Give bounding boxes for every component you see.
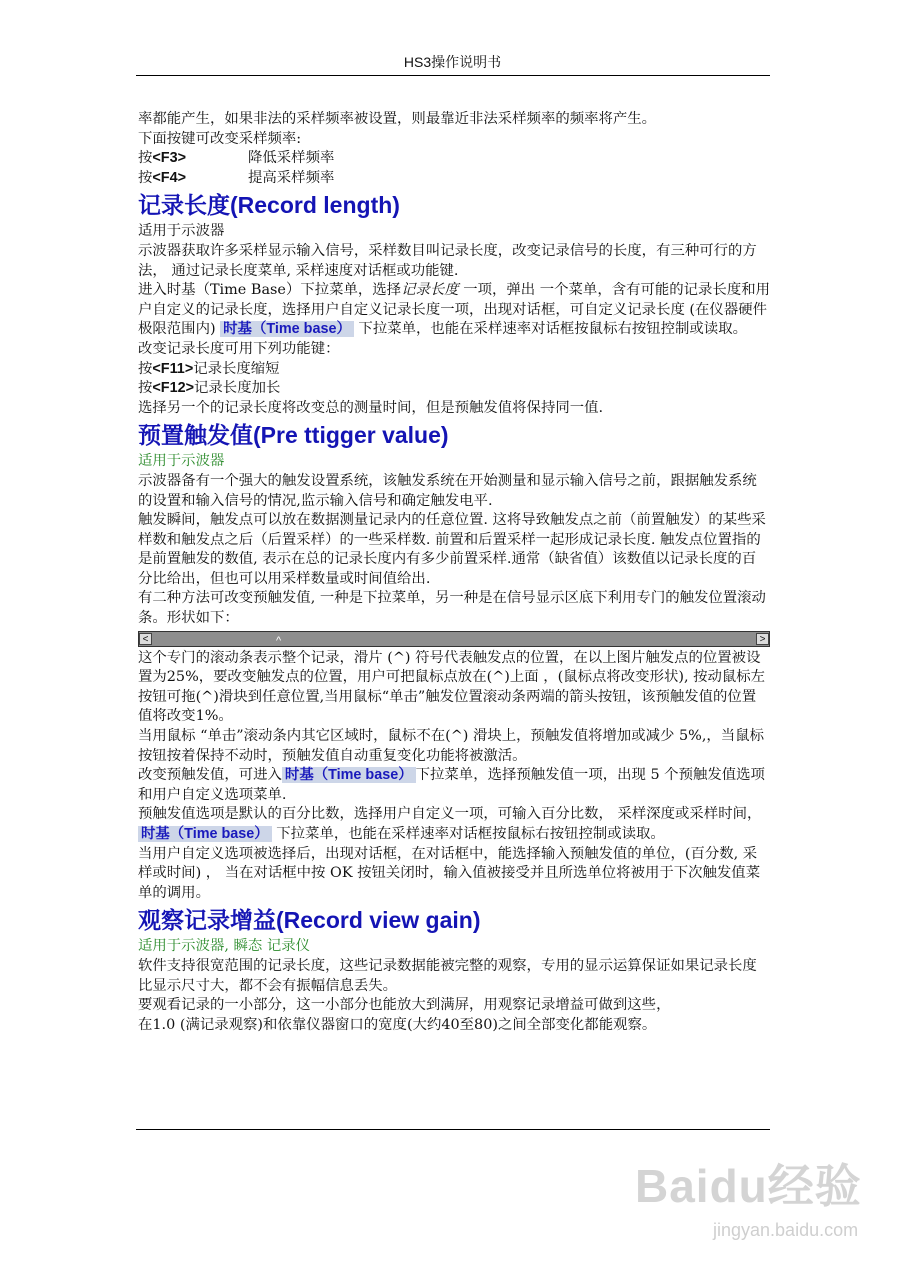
paragraph: 触发瞬间，触发点可以放在数据测量记录内的任意位置. 这将导致触发点之前（前置触发）的某些采样数和触发点之后（后置采样）的一些采样数. 前置和后置采样一起形成记录长度. 触发点位置指的是前置触发的数值, 表示在总的记录长度内有多少前置采样.通常（缺省值）该数值以记录长度的百分比给出，但也可以用采样数量或时间值给出.	[138, 512, 766, 587]
menu-reference-time-base: 时基（Time base）	[220, 321, 354, 337]
header-rule	[136, 75, 770, 76]
scroll-left-button[interactable]: <	[139, 633, 152, 645]
menu-reference-time-base: 时基（Time base）	[282, 767, 416, 783]
key-prefix: 按	[138, 169, 153, 186]
paragraph: 示波器获取许多采样显示输入信号，采样数目叫记录长度，改变记录信号的长度，有三种可行的方法， 通过记录长度菜单, 采样速度对话框或功能键.	[138, 242, 757, 279]
paragraph: 预触发值选项是默认的百分比数，选择用户自定义一项，可输入百分比数， 采样深度或采样时间，时基（Time base） 下拉菜单，也能在采样速率对话框按鼠标右按钮控制或读取。	[138, 806, 762, 842]
watermark-url: jingyan.baidu.com	[713, 1220, 859, 1240]
trigger-thumb[interactable]: ^	[276, 634, 282, 647]
paragraph: 选择另一个的记录长度将改变总的测量时间，但是预触发值将保持同一值.	[138, 399, 604, 416]
paragraph: 改变预触发值，可进入 时基（Time base） 下拉菜单，选择预触发值一项，出现 5 个预触发值选项和用户自定义选项菜单.	[138, 767, 765, 803]
document-body	[138, 110, 770, 1035]
baidu-watermark	[635, 1150, 875, 1260]
section-title-record-view-gain: 观察记录增益(Record view gain)	[138, 907, 481, 934]
key-label: <F3>	[152, 150, 187, 167]
paragraph: 要观看记录的一小部分，这一小部分也能放大到满屏，用观察记录增益可做到这些，	[138, 997, 671, 1014]
paragraph: 示波器备有一个强大的触发设置系统，该触发系统在开始测量和显示输入信号之前，跟据触发系统的设置和输入信号的情况,监示输入信号和确定触发电平.	[138, 472, 757, 509]
key-row-f3	[138, 149, 770, 169]
paragraph: 下面按键可改变采样频率:	[138, 130, 302, 147]
scroll-track[interactable]	[152, 633, 756, 645]
key-row-f11: 按<F11>记录长度缩短	[138, 360, 280, 377]
key-desc: 提高采样频率	[248, 169, 335, 186]
paragraph: 有二种方法可改变预触发值, 一种是下拉菜单，另一种是在信号显示区底下利用专门的触发位置滚动条。形状如下：	[138, 590, 766, 627]
paragraph: 在1.0 (满记录观察)和依靠仪器窗口的宽度(大约40至80)之间全部变化都能观察。	[138, 1016, 657, 1033]
key-desc: 降低采样频率	[248, 150, 335, 167]
paragraph: 进入时基（Time Base）下拉菜单，选择记录长度 一项，弹出 一个菜单，含有可能的记录长度和用户自定义的记录长度，选择用户自定义记录长度一项，出现对话框，可自定义记录长度 (在仪器硬件极限范围内) 时基（Time base） 下拉菜单，也能在采样速率对话框按鼠标右按钮控制或读取。	[138, 282, 771, 338]
footer-rule	[136, 1129, 770, 1130]
paragraph: 这个专门的滚动条表示整个记录，滑片 (^) 符号代表触发点的位置，在以上图片触发点的位置被设置为25%，要改变触发点的位置，用户可把鼠标点放在(^)上面 ，(鼠标点将改变形状), 按动鼠标左按钮可拖(^)滑块到任意位置,当用鼠标“单击”触发位置滚动条两端的箭头按钮，该预触发值的位置值将改变1%。	[138, 649, 766, 725]
scroll-right-button[interactable]: >	[756, 633, 769, 645]
paragraph: 当用鼠标 “单击”滚动条内其它区域时，鼠标不在(^) 滑块上，预触发值将增加或减少 5%,，当鼠标按钮按着保持不动时，预触发值自动重复变化功能将被激活。	[138, 728, 764, 764]
page-header-title: HS3操作说明书	[403, 54, 502, 70]
applies-to: 适用于示波器	[138, 223, 225, 240]
key-label: <F4>	[152, 169, 187, 186]
menu-reference-time-base: 时基（Time base）	[138, 826, 272, 842]
key-row-f12: 按<F12>记录长度加长	[138, 380, 281, 397]
section-title-pretrigger: 预置触发值(Pre ttigger value)	[138, 422, 449, 449]
baidu-logo-icon: Baidu经验	[635, 1160, 862, 1212]
paragraph: 软件支持很宽范围的记录长度，这些记录数据能被完整的观察，专用的显示运算保证如果记录长度比显示尺寸大，都不会有振幅信息丢失。	[138, 957, 757, 994]
paragraph: 当用户自定义选项被选择后，出现对话框，在对话框中，能选择输入预触发值的单位，(百分数, 采样或时间) ， 当在对话框中按 OK 按钮关闭时，输入值被接受并且所选单位将被用于下次触发值菜单的调用。	[138, 845, 761, 901]
section-title-record-length: 记录长度(Record length)	[138, 192, 400, 219]
pretrigger-scrollbar[interactable]	[138, 631, 770, 647]
key-row-f4	[138, 169, 770, 189]
paragraph: 改变记录长度可用下列功能键：	[138, 340, 340, 357]
applies-to: 适用于示波器	[138, 453, 225, 470]
key-prefix: 按	[138, 150, 153, 167]
applies-to: 适用于示波器, 瞬态 记录仪	[138, 938, 311, 955]
paragraph: 率都能产生，如果非法的采样频率被设置，则最靠近非法采样频率的频率将产生。	[138, 111, 657, 127]
